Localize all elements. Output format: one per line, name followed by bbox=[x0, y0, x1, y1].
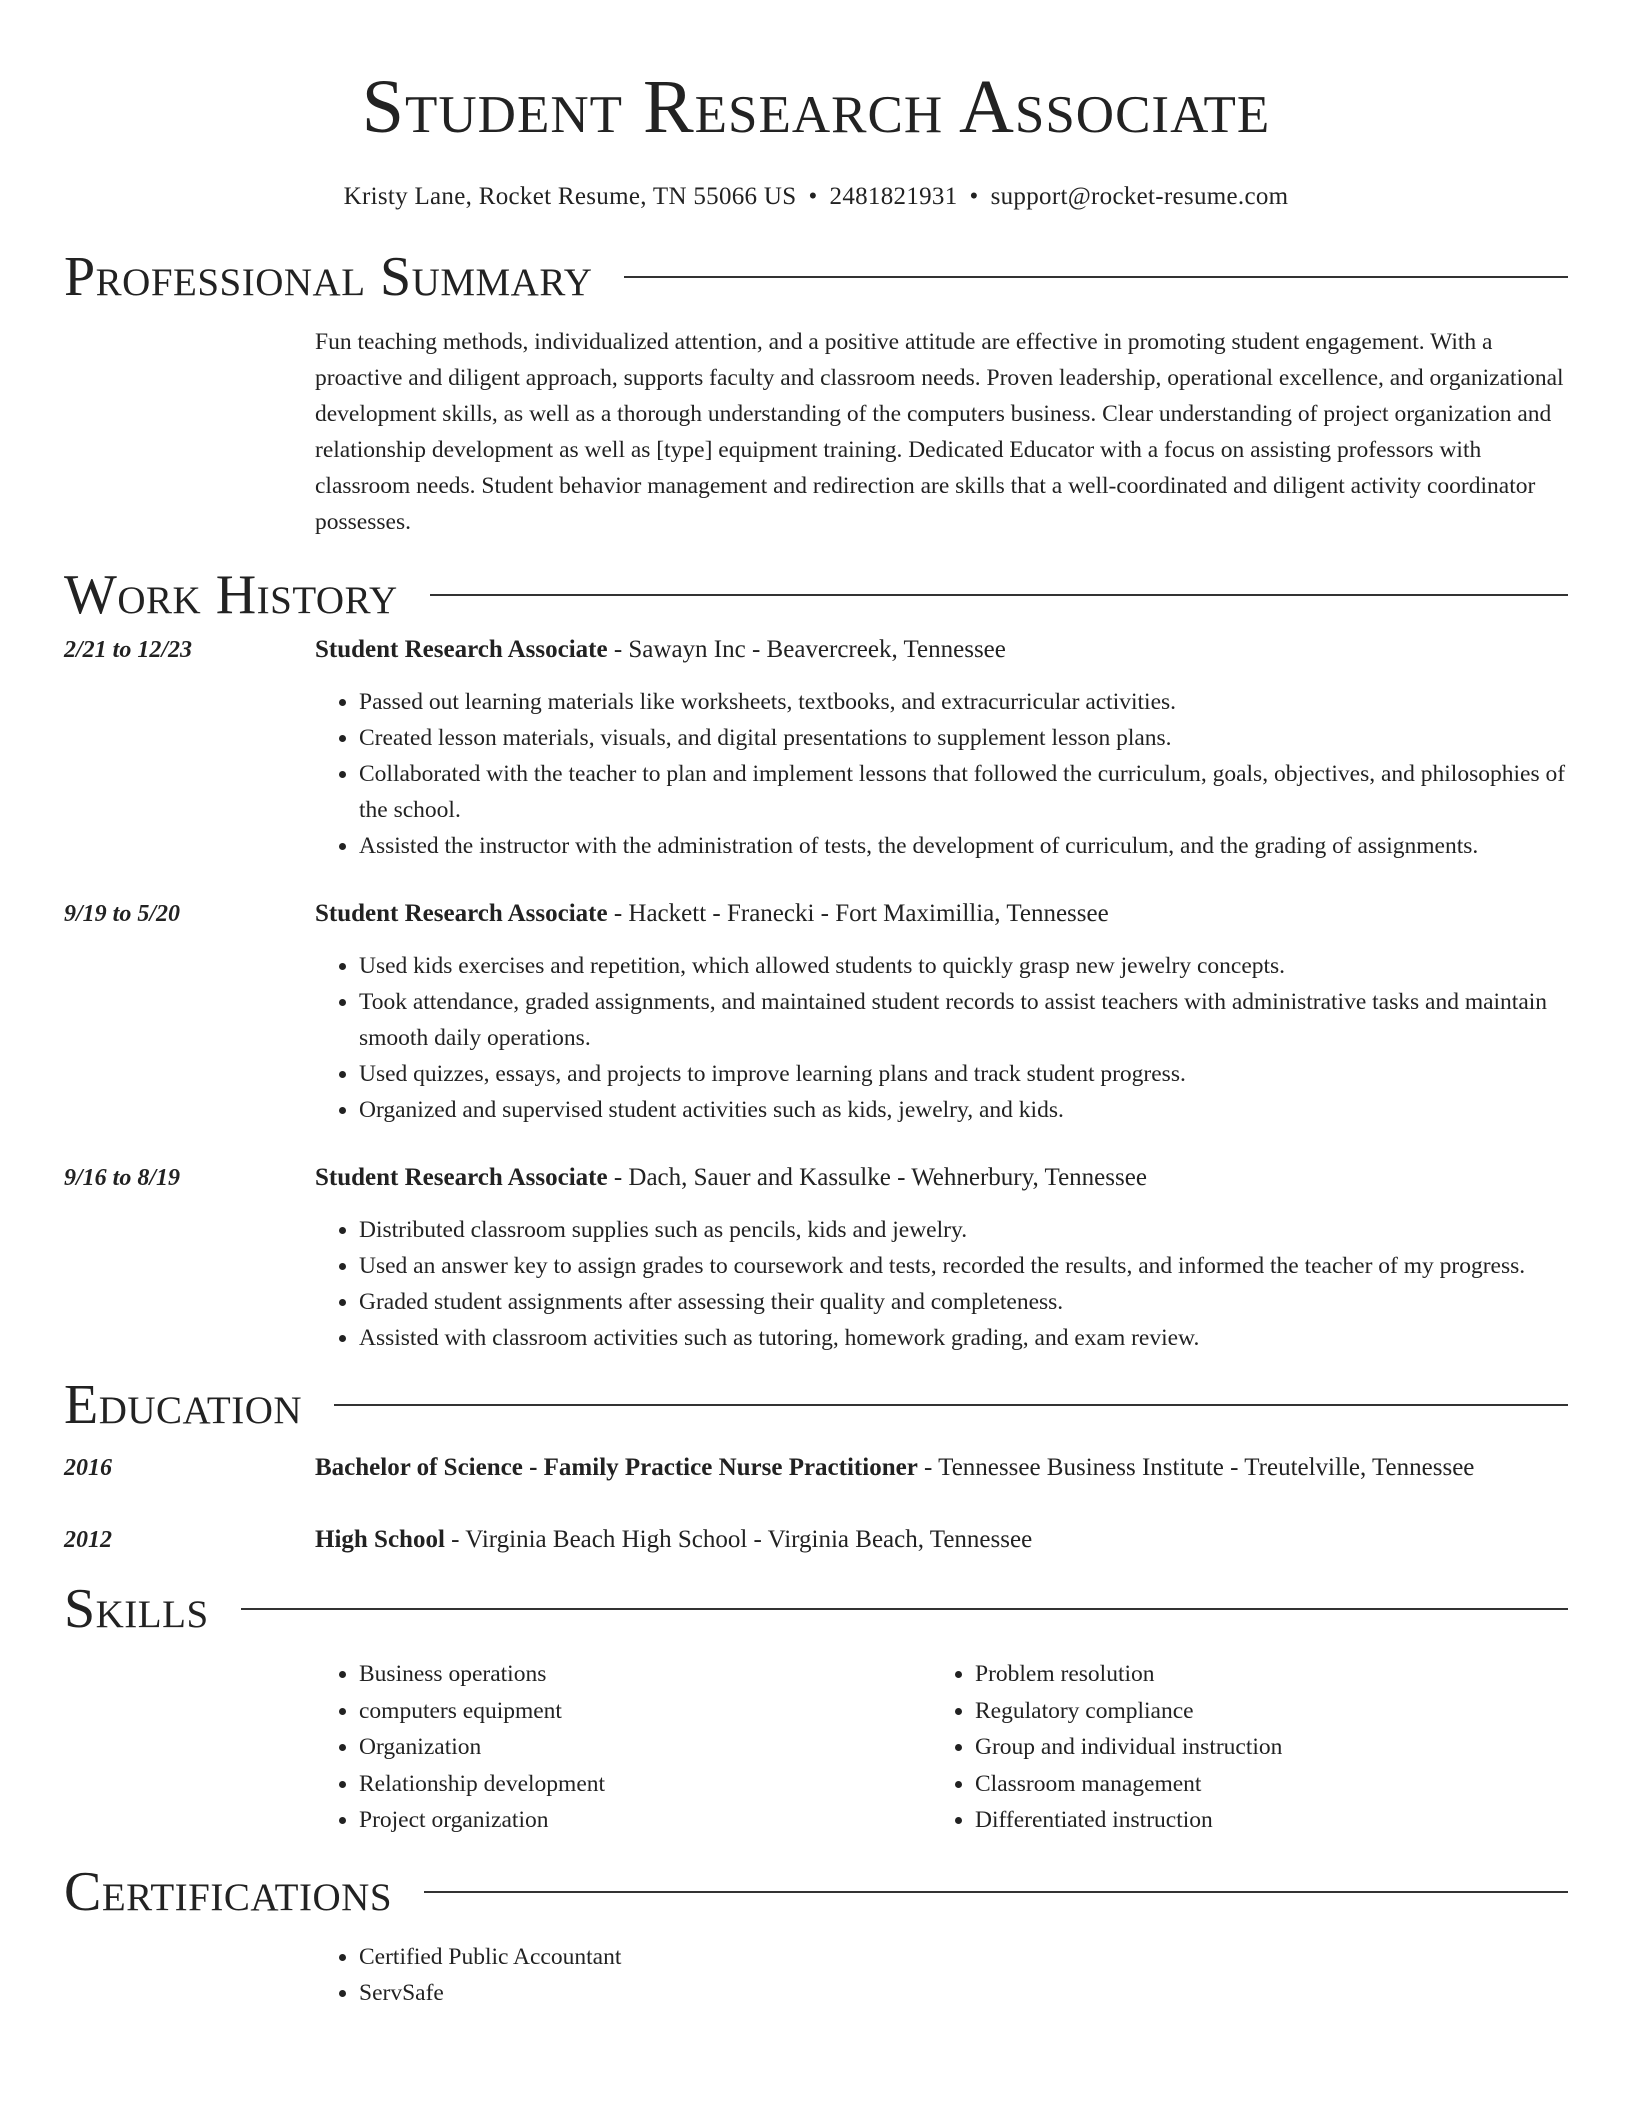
summary-text: Fun teaching methods, individualized attention, and a positive attitude are effective in promoting student engagement. With a proactive and diligent approach, supports faculty and classroom needs. Proven leadership, operational excellence, and organizational development skills, as well as a thorough understanding of the computers business. Clear understanding of project organization and relationship development as well as [type] equipment training. Dedicated Educator with a focus on assisting professors with classroom needs. Student behavior management and redirection are skills that a well-coordinated and diligent activity coordinator possesses. bbox=[315, 329, 1564, 535]
list-item: • Collaborated with the teacher to plan and implement lessons that followed the curriculum, goals, objectives, and philosophies of the school. bbox=[359, 756, 1568, 828]
list-item: • Took attendance, graded assignments, and maintained student records to assist teachers with administrative tasks and maintain smooth daily operations. bbox=[359, 984, 1568, 1056]
education-entry bbox=[64, 1450, 1568, 1486]
education-heading-line bbox=[315, 1450, 1568, 1486]
job-content bbox=[315, 896, 1568, 1128]
list-item: • Certified Public Accountant bbox=[359, 1939, 1568, 1975]
job-details: - Sawayn Inc - Beavercreek, Tennessee bbox=[607, 636, 1006, 663]
job-bullets bbox=[315, 684, 1568, 864]
summary-section-header bbox=[64, 246, 1568, 308]
list-item: • Differentiated instruction bbox=[975, 1802, 1547, 1839]
list-item: • Used kids exercises and repetition, which allowed students to quickly grasp new jewelry concepts. bbox=[359, 948, 1568, 984]
job-dates: 9/16 to 8/19 bbox=[64, 1165, 181, 1191]
job-heading bbox=[315, 632, 1568, 668]
certifications-heading: Certifications bbox=[64, 1860, 393, 1923]
section-divider bbox=[334, 1404, 1568, 1406]
job-content bbox=[315, 632, 1568, 864]
contact-separator: • bbox=[808, 183, 818, 210]
education-details: - Virginia Beach High School - Virginia Beach, Tennessee bbox=[444, 1526, 1033, 1553]
list-item: • ServSafe bbox=[359, 1975, 1568, 2011]
job-dates: 2/21 to 12/23 bbox=[64, 637, 193, 663]
job-entry bbox=[64, 896, 1568, 1128]
education-year: 2012 bbox=[64, 1527, 112, 1553]
certifications-body bbox=[315, 1939, 1568, 2011]
contact-phone: 2481821931 bbox=[829, 183, 958, 210]
list-item: • Created lesson materials, visuals, and digital presentations to supplement lesson plans. bbox=[359, 720, 1568, 756]
job-bullets bbox=[315, 1212, 1568, 1356]
resume-page bbox=[64, 0, 1568, 2011]
list-item: • Business operations bbox=[359, 1656, 931, 1693]
education-content bbox=[315, 1522, 1568, 1558]
job-details: - Dach, Sauer and Kassulke - Wehnerbury, Tennessee bbox=[607, 1164, 1147, 1191]
education-entry bbox=[64, 1522, 1568, 1558]
job-dates: 9/19 to 5/20 bbox=[64, 901, 181, 927]
education-details: - Tennessee Business Institute - Treutelville, Tennessee bbox=[917, 1454, 1475, 1481]
list-item: • Organized and supervised student activities such as kids, jewelry, and kids. bbox=[359, 1092, 1568, 1128]
job-details: - Hackett - Franecki - Fort Maximillia, Tennessee bbox=[607, 900, 1109, 927]
section-divider bbox=[430, 594, 1568, 596]
education-degree: Bachelor of Science - Family Practice Nurse Practitioner bbox=[315, 1454, 918, 1481]
section-divider bbox=[424, 1891, 1568, 1893]
work-heading: Work History bbox=[64, 564, 398, 626]
list-item: • Used quizzes, essays, and projects to improve learning plans and track student progress. bbox=[359, 1056, 1568, 1092]
contact-address: Kristy Lane, Rocket Resume, TN 55066 US bbox=[343, 183, 797, 210]
list-item: • Group and individual instruction bbox=[975, 1729, 1547, 1766]
contact-email: support@rocket-resume.com bbox=[990, 183, 1289, 210]
contact-line bbox=[64, 182, 1568, 212]
list-item: • Distributed classroom supplies such as pencils, kids and jewelry. bbox=[359, 1212, 1568, 1248]
education-content bbox=[315, 1450, 1568, 1486]
list-item: • Used an answer key to assign grades to coursework and tests, recorded the results, and informed the teacher of my progress. bbox=[359, 1248, 1568, 1284]
job-entry bbox=[64, 1160, 1568, 1356]
education-degree: High School bbox=[315, 1526, 445, 1553]
list-item: • Project organization bbox=[359, 1802, 931, 1839]
section-divider bbox=[241, 1608, 1568, 1610]
work-section-header bbox=[64, 564, 1568, 626]
summary-heading: Professional Summary bbox=[64, 246, 593, 308]
job-entry bbox=[64, 632, 1568, 864]
job-heading bbox=[315, 1160, 1568, 1196]
list-item: • Graded student assignments after assessing their quality and completeness. bbox=[359, 1284, 1568, 1320]
skills-list-left bbox=[315, 1656, 931, 1839]
skills-list-right bbox=[931, 1656, 1547, 1839]
list-item: • Regulatory compliance bbox=[975, 1693, 1547, 1730]
education-heading: Education bbox=[64, 1374, 303, 1436]
list-item: • Passed out learning materials like worksheets, textbooks, and extracurricular activities. bbox=[359, 684, 1568, 720]
job-bullets bbox=[315, 948, 1568, 1128]
education-section-header bbox=[64, 1374, 1568, 1436]
list-item: • Relationship development bbox=[359, 1766, 931, 1803]
job-title: Student Research Associate bbox=[315, 1164, 608, 1191]
list-item: • Organization bbox=[359, 1729, 931, 1766]
list-item: • Assisted the instructor with the administration of tests, the development of curriculum, and the grading of assignments. bbox=[359, 828, 1568, 864]
list-item: • Classroom management bbox=[975, 1766, 1547, 1803]
skills-heading: Skills bbox=[64, 1578, 209, 1640]
list-item: • Problem resolution bbox=[975, 1656, 1547, 1693]
resume-title: Student Research Associate bbox=[361, 65, 1271, 149]
job-title: Student Research Associate bbox=[315, 900, 608, 927]
certifications-section-header bbox=[64, 1861, 1568, 1923]
section-divider bbox=[624, 276, 1568, 278]
skills-section-header bbox=[64, 1578, 1568, 1640]
job-title: Student Research Associate bbox=[315, 636, 608, 663]
job-content bbox=[315, 1160, 1568, 1356]
list-item: • Assisted with classroom activities such as tutoring, homework grading, and exam review. bbox=[359, 1320, 1568, 1356]
list-item: • computers equipment bbox=[359, 1693, 931, 1730]
job-heading bbox=[315, 896, 1568, 932]
certifications-list bbox=[315, 1939, 1568, 2011]
education-heading-line bbox=[315, 1522, 1568, 1558]
skills-grid bbox=[315, 1656, 1568, 1839]
contact-separator: • bbox=[969, 183, 979, 210]
education-year: 2016 bbox=[64, 1455, 112, 1481]
